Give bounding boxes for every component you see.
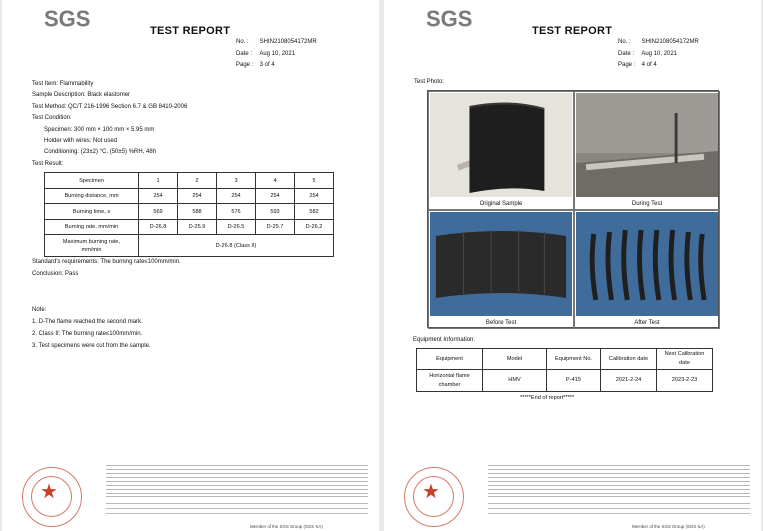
table-row [45, 188, 334, 204]
table-header-cell: 4 [256, 173, 295, 189]
report-meta [236, 37, 317, 72]
test-item: Test Item: Flammability [32, 81, 94, 87]
table-header-cell: Calibration date [601, 349, 657, 370]
holder-info: Holder with wires: Not used [44, 138, 118, 145]
table-header-row [45, 173, 334, 189]
end-of-report: *****End of report***** [520, 395, 575, 401]
date-label: Date : [236, 50, 253, 57]
table-cell: Burning time, s [45, 204, 139, 220]
sgs-member-text: Member of the SGS Group (SGS SA) [250, 524, 323, 529]
conditioning-info: Conditioning: (23±2) °C, (50±5) %RH, 48h [44, 149, 157, 156]
page-label: Page : [618, 62, 636, 68]
photo-during-test [574, 91, 720, 210]
table-cell: 576 [217, 204, 256, 220]
table-header-cell: 1 [139, 173, 178, 189]
report-body [32, 79, 362, 352]
date-label: Date : [618, 50, 635, 57]
photo-caption: After Test [634, 320, 660, 326]
report-date: Aug 10, 2021 [259, 50, 296, 57]
table-header-cell: 5 [295, 173, 334, 189]
table-row [45, 219, 334, 235]
max-rate-label-line: Maximum burning rate, [62, 238, 121, 245]
page-number: 4 of 4 [641, 62, 657, 68]
table-cell: 593 [256, 204, 295, 220]
table-header-cell: Equipment No. [547, 349, 601, 370]
page-number: 3 of 4 [259, 62, 275, 68]
table-cell: Burning distance, mm [45, 188, 139, 204]
table-cell: HMV [483, 370, 547, 392]
table-cell: D-26.5 [217, 219, 256, 235]
table-header-cell: Specimen [45, 173, 139, 189]
note-title: Note: [32, 307, 47, 314]
table-row-max [45, 235, 334, 257]
table-cell: 254 [256, 188, 295, 204]
during-test-image [576, 93, 718, 197]
test-photo-heading: Test Photo: [414, 79, 445, 85]
table-cell: 254 [139, 188, 178, 204]
table-row [417, 370, 713, 392]
specimen-size: Specimen: 300 mm × 100 mm × 5.95 mm [44, 126, 155, 133]
max-rate-value: D-26.8 (Class II) [139, 235, 334, 257]
seal-stamp-icon: ★ [22, 467, 82, 527]
table-cell: D-25.7 [256, 219, 295, 235]
report-number: SHIN2108054172MR [641, 39, 699, 45]
table-header-cell: Next Calibration date [657, 349, 713, 370]
table-row [45, 204, 334, 220]
page-footer [2, 461, 379, 531]
notes-section [32, 304, 362, 352]
photo-original-sample [428, 91, 574, 210]
seal-stamp-icon: ★ [404, 467, 464, 527]
page-label: Page : [236, 62, 254, 68]
table-cell: Burning rate, mm/min [45, 219, 139, 235]
max-rate-label-line: mm/min [81, 246, 102, 253]
table-cell: 254 [217, 188, 256, 204]
table-cell: 582 [295, 204, 334, 220]
table-header-cell: 2 [178, 173, 217, 189]
no-label: No. : [618, 39, 631, 45]
photo-caption: Original Sample [479, 201, 523, 207]
address-lines [488, 501, 750, 514]
test-photo-grid [427, 90, 719, 328]
table-header-cell: Equipment [417, 349, 483, 370]
report-title: TEST REPORT [150, 25, 231, 37]
table-cell: 254 [295, 188, 334, 204]
table-cell: 588 [178, 204, 217, 220]
conclusion: Conclusion: Pass [32, 270, 79, 277]
table-cell: 569 [139, 204, 178, 220]
sgs-member-text: Member of the SGS Group (SGS SA) [632, 524, 705, 529]
photo-caption: Before Test [485, 320, 517, 326]
report-number: SHIN2108054172MR [259, 39, 317, 45]
fine-print [106, 463, 368, 498]
test-result-heading: Test Result: [32, 160, 64, 167]
sample-description: Sample Description: Black elastomer [32, 92, 131, 99]
table-cell: P-415 [547, 370, 601, 392]
report-meta [618, 37, 699, 72]
table-cell: Horizontal flame chamber [417, 370, 483, 392]
max-rate-label-cell [45, 235, 139, 257]
test-condition-heading: Test Condition: [32, 115, 72, 122]
table-header-cell: Model [483, 349, 547, 370]
equipment-info-heading: Equipment Information: [413, 337, 476, 343]
original-sample-image [430, 93, 572, 197]
photo-after-test [574, 210, 720, 329]
report-date: Aug 10, 2021 [641, 50, 678, 57]
sgs-logo: SGS [44, 5, 91, 32]
note-item: 3. Test specimens were cut from the sample. [32, 343, 151, 350]
standard-requirement: Standard's requirements: The burning rate≤100mm/min. [32, 259, 181, 266]
before-test-image [430, 212, 572, 316]
table-header-row [417, 349, 713, 370]
report-page-3 [2, 0, 379, 531]
photo-before-test [428, 210, 574, 329]
test-method: Test Method: QC/T 216-1996 Section 6.7 & GB 8410-2006 [32, 103, 188, 110]
table-cell: D-26.8 [139, 219, 178, 235]
table-header-cell: 3 [217, 173, 256, 189]
report-title: TEST REPORT [532, 25, 613, 37]
no-label: No. : [236, 39, 249, 45]
note-item: 1. D-The flame reached the second mark. [32, 319, 143, 326]
fine-print [488, 463, 750, 498]
table-cell: 2021-2-24 [601, 370, 657, 392]
after-test-image [576, 212, 718, 316]
sgs-logo: SGS [426, 5, 473, 32]
table-cell: 254 [178, 188, 217, 204]
photo-caption: During Test [631, 201, 663, 207]
page-footer [384, 461, 761, 531]
table-cell: 2023-2-23 [657, 370, 713, 392]
equipment-table [416, 348, 713, 392]
note-item: 2. Class II: The burning rate≤100mm/min. [32, 331, 143, 338]
table-cell: D-25.9 [178, 219, 217, 235]
address-lines [106, 501, 368, 514]
result-table [44, 172, 334, 257]
table-cell: D-26.2 [295, 219, 334, 235]
